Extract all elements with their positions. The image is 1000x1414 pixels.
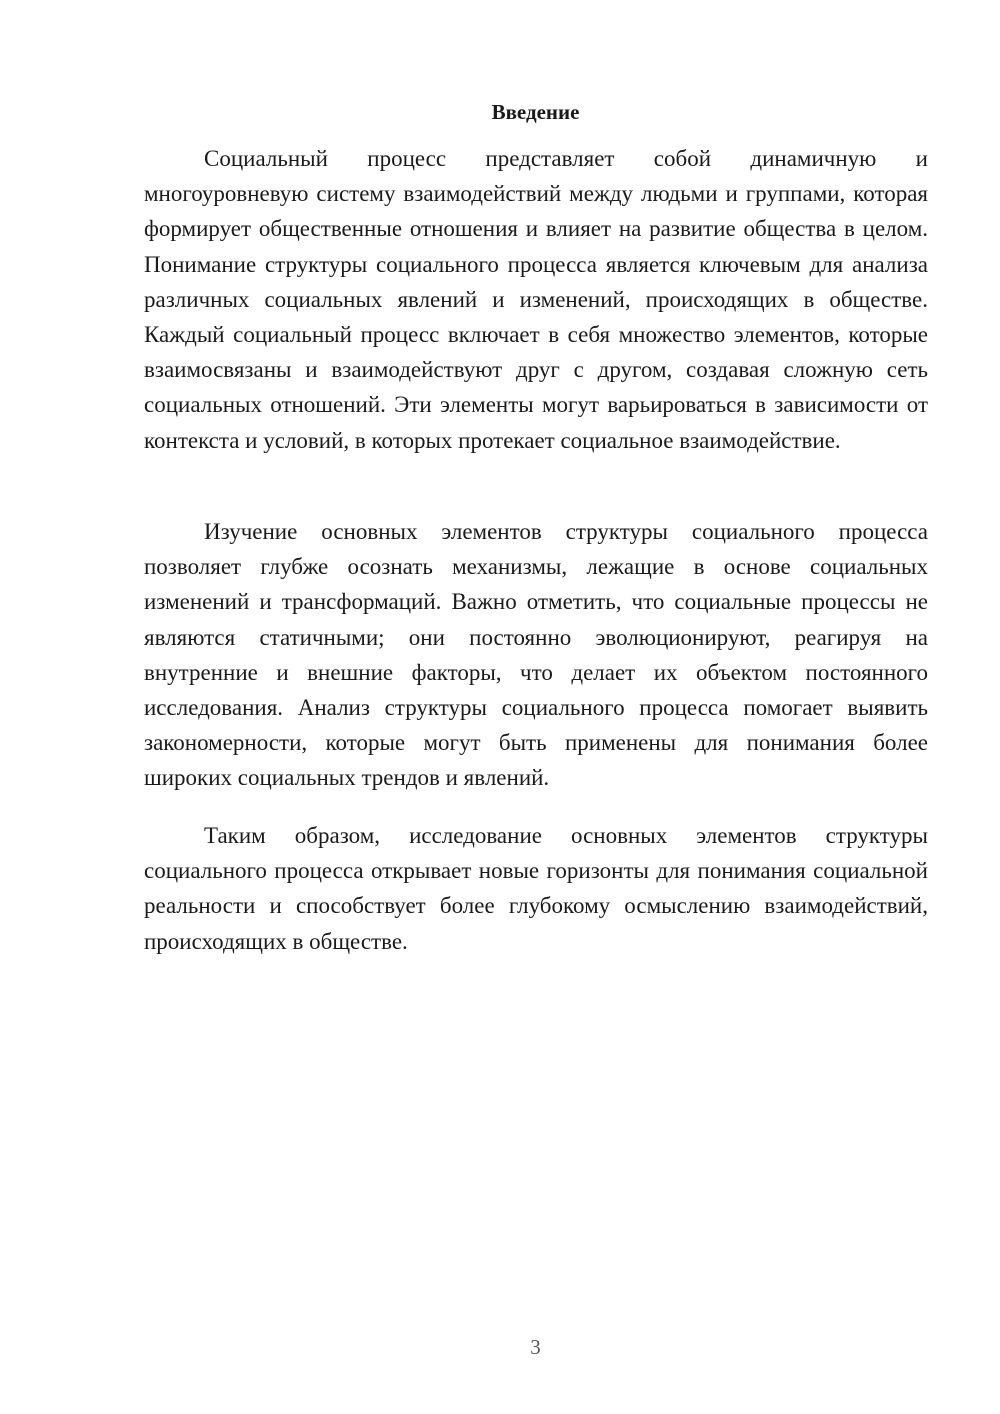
paragraph-3: Таким образом, исследование основных элементов структуры социального процесса открывает новые горизонты для понимания социальной реальности и способствует более глубокому осмыслению взаимодействий, происходящих в обществе. (144, 823, 928, 954)
page-number: 3 (530, 1335, 541, 1359)
paragraph-2: Изучение основных элементов структуры социального процесса позволяет глубже осознать механизмы, лежащие в основе социальных изменений и трансформаций. Важно отметить, что социальные процессы не являются статичными; они постоянно эволюционируют, реагируя на внутренние и внешние факторы, что делает их объектом постоянного исследования. Анализ структуры социального процесса помогает выявить закономерности, которые могут быть применены для понимания более широких социальных трендов и явлений. (144, 519, 928, 791)
paragraph-1: Социальный процесс представляет собой динамичную и многоуровневую систему взаимодействий между людьми и группами, которая формирует общественные отношения и влияет на развитие общества в целом. Понимание структуры социального процесса является ключевым для анализа различных социальных явлений и изменений, происходящих в обществе. Каждый социальный процесс включает в себя множество элементов, которые взаимосвязаны и взаимодействуют друг с другом, создавая сложную сеть социальных отношений. Эти элементы могут варьироваться в зависимости от контекста и условий, в которых протекает социальное взаимодействие. (144, 146, 928, 453)
section-title: Введение (491, 100, 580, 124)
